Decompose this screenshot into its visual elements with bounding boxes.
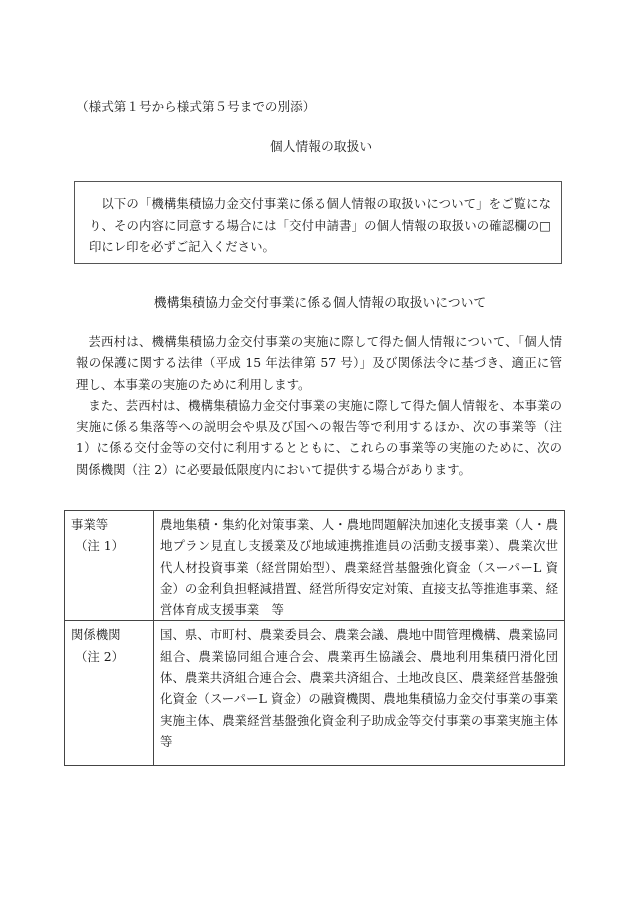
table-row: [65, 621, 565, 766]
row-content-cell: [154, 621, 571, 766]
row-note: （注 1）: [75, 538, 124, 554]
row-label: 事業等: [71, 517, 109, 532]
row-content: 国、県、市町村、農業委員会、農業会議、農地中間管理機構、農業協同組合、農業協同組合連合会、農業再生協議会、農地利用集積円滑化団体、農業共済組合連合会、農業共済組合、土地改良区、農業経営基盤強化資金（スーパーL 資金）の融資機関、農地集積協力金交付事業の事業実施主体、農業経営基盤強化資金利子助成金等交付事業の事業実施主体 等: [160, 627, 571, 749]
page-title: 個人情報の取扱い: [269, 140, 373, 155]
row-content: 農地集積・集約化対策事業、人・農地問題解決加速化支援事業（人・農地プラン見直し支援業及び地域連携推進員の活動支援事業）、農業次世代人材投資事業（経営開始型）、農業経営基盤強化資金（スーパーL 資金）の金利負担軽減措置、経営所得安定対策、直接支払等推進事業、経営体育成支援事業 等: [160, 517, 558, 618]
row-label-cell: [65, 621, 154, 766]
policy-title: 機構集積協力金交付事業に係る個人情報の取扱いについて: [153, 296, 487, 311]
row-note: （注 2）: [75, 648, 124, 664]
attachment-note: （様式第１号から様式第５号までの別添）: [76, 99, 316, 114]
row-content-cell: [154, 511, 565, 621]
policy-paragraph-1: 芸西村は、機構集積協力金交付事業の実施に際して得た個人情報について、「個人情報の保護に関する法律（平成 15 年法律第 57 号）」及び関係法令に基づき、適正に管理し、本事業の実施のために利用します。: [76, 334, 562, 392]
row-label-cell: [65, 511, 154, 621]
policy-body: [76, 331, 562, 480]
table-row: [65, 511, 565, 621]
policy-paragraph-2: また、芸西村は、機構集積協力金交付事業の実施に際して得た個人情報を、本事業の実施に係る集落等への説明会や県及び国への報告等で利用するほか、次の事業等（注 1）に係る交付金等の交付に利用するとともに、これらの事業等の実施のために、次の関係機関（注 2）に必要最低限度内において提供する場合があります。: [76, 397, 562, 477]
info-table: [64, 510, 571, 766]
notice-box: [74, 181, 562, 264]
notice-text: 以下の「機構集積協力金交付事業に係る個人情報の取扱いについて」をご覧になり、その内容に同意する場合には「交付申請書」の個人情報の取扱いの確認欄の□印にレ印を必ずご記入ください。: [89, 196, 551, 254]
row-label: 関係機関: [71, 627, 121, 643]
